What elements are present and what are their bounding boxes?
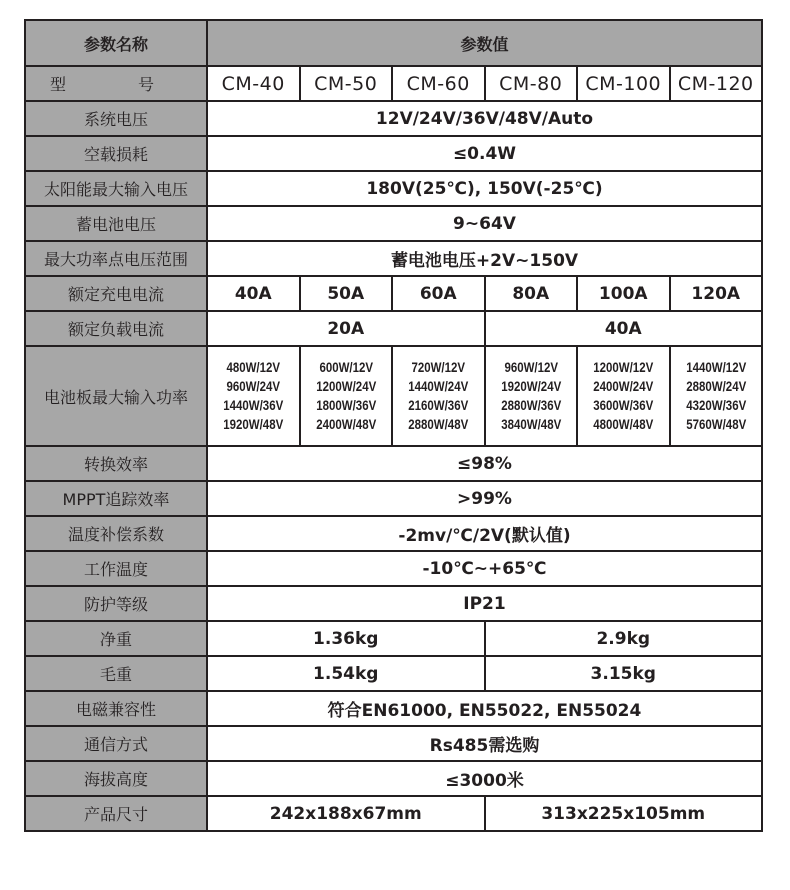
header-param-name: 参数名称 [25, 20, 207, 66]
power-line: 720W/12V [411, 359, 466, 375]
header-param-value: 参数值 [207, 20, 762, 66]
value-cell: 9~64V [207, 206, 762, 241]
value-cell: 40A [485, 311, 763, 346]
value-cell: ≤0.4W [207, 136, 762, 171]
value-cell: 20A [207, 311, 485, 346]
row-label: 毛重 [25, 656, 207, 691]
value-cell: 180V(25℃), 150V(-25℃) [207, 171, 762, 206]
row-label: 转换效率 [25, 446, 207, 481]
table-row [25, 136, 762, 171]
value-cell: 313x225x105mm [485, 796, 763, 831]
power-line: 2880W/48V [408, 416, 469, 432]
value-cell: 120A [670, 276, 763, 311]
value-cell [485, 346, 578, 446]
power-line: 2400W/24V [593, 378, 654, 394]
power-line: 1440W/36V [223, 397, 284, 413]
power-line: 3600W/36V [593, 397, 654, 413]
table-row [25, 66, 762, 101]
table-row [25, 621, 762, 656]
power-line: 480W/12V [226, 359, 281, 375]
row-label: 防护等级 [25, 586, 207, 621]
row-label: 海拔高度 [25, 761, 207, 796]
value-cell: 1.36kg [207, 621, 485, 656]
row-label: 温度补偿系数 [25, 516, 207, 551]
value-cell [577, 346, 670, 446]
table-row [25, 171, 762, 206]
value-cell: -2mv/℃/2V(默认值) [207, 516, 762, 551]
power-line: 2880W/36V [500, 397, 561, 413]
table-row [25, 311, 762, 346]
value-cell: >99% [207, 481, 762, 516]
value-cell: 60A [392, 276, 485, 311]
value-cell: 80A [485, 276, 578, 311]
table-row [25, 761, 762, 796]
value-cell: CM-100 [577, 66, 670, 101]
value-cell: Rs485需选购 [207, 726, 762, 761]
row-label: 产品尺寸 [25, 796, 207, 831]
table-row [25, 691, 762, 726]
value-cell: CM-40 [207, 66, 300, 101]
value-cell: CM-80 [485, 66, 578, 101]
power-line: 2880W/24V [685, 378, 746, 394]
table-row [25, 241, 762, 276]
power-line: 4320W/36V [685, 397, 746, 413]
power-line: 3840W/48V [500, 416, 561, 432]
value-cell: 1.54kg [207, 656, 485, 691]
row-label: 型 号 [25, 66, 207, 101]
row-label: 蓄电池电压 [25, 206, 207, 241]
table-row [25, 586, 762, 621]
power-line: 1440W/24V [408, 378, 469, 394]
table-row [25, 796, 762, 831]
row-label: MPPT追踪效率 [25, 481, 207, 516]
power-line: 1920W/48V [223, 416, 284, 432]
power-line: 5760W/48V [685, 416, 746, 432]
power-line: 960W/12V [503, 359, 558, 375]
row-label: 通信方式 [25, 726, 207, 761]
value-cell: 242x188x67mm [207, 796, 485, 831]
value-cell: 50A [300, 276, 393, 311]
value-cell: 100A [577, 276, 670, 311]
value-cell: ≤98% [207, 446, 762, 481]
value-cell: CM-50 [300, 66, 393, 101]
value-cell: 12V/24V/36V/48V/Auto [207, 101, 762, 136]
row-label: 净重 [25, 621, 207, 656]
value-cell: -10℃~+65℃ [207, 551, 762, 586]
value-cell: 40A [207, 276, 300, 311]
row-label: 额定负载电流 [25, 311, 207, 346]
power-line: 4800W/48V [593, 416, 654, 432]
power-line: 1440W/12V [685, 359, 746, 375]
table-row [25, 516, 762, 551]
value-cell: 符合EN61000, EN55022, EN55024 [207, 691, 762, 726]
value-cell [300, 346, 393, 446]
power-line: 960W/24V [226, 378, 281, 394]
value-cell: IP21 [207, 586, 762, 621]
power-line: 1200W/24V [315, 378, 376, 394]
row-label: 电池板最大输入功率 [25, 346, 207, 446]
table-row [25, 446, 762, 481]
power-line: 1200W/12V [593, 359, 654, 375]
row-label: 系统电压 [25, 101, 207, 136]
power-line: 1800W/36V [315, 397, 376, 413]
row-label: 太阳能最大输入电压 [25, 171, 207, 206]
value-cell [670, 346, 763, 446]
table-row [25, 481, 762, 516]
spec-table [24, 19, 763, 832]
value-cell [207, 346, 300, 446]
table-row [25, 276, 762, 311]
header-row [25, 20, 762, 66]
row-label: 电磁兼容性 [25, 691, 207, 726]
power-line: 2160W/36V [408, 397, 469, 413]
row-label: 空载损耗 [25, 136, 207, 171]
value-cell: CM-120 [670, 66, 763, 101]
row-label: 最大功率点电压范围 [25, 241, 207, 276]
table-row [25, 551, 762, 586]
row-label: 工作温度 [25, 551, 207, 586]
power-line: 2400W/48V [315, 416, 376, 432]
value-cell: 蓄电池电压+2V~150V [207, 241, 762, 276]
value-cell: ≤3000米 [207, 761, 762, 796]
value-cell [392, 346, 485, 446]
table-row [25, 346, 762, 446]
power-line: 600W/12V [318, 359, 373, 375]
row-label: 额定充电电流 [25, 276, 207, 311]
value-cell: CM-60 [392, 66, 485, 101]
power-line: 1920W/24V [500, 378, 561, 394]
value-cell: 3.15kg [485, 656, 763, 691]
table-row [25, 206, 762, 241]
table-row [25, 101, 762, 136]
table-row [25, 726, 762, 761]
value-cell: 2.9kg [485, 621, 763, 656]
table-row [25, 656, 762, 691]
